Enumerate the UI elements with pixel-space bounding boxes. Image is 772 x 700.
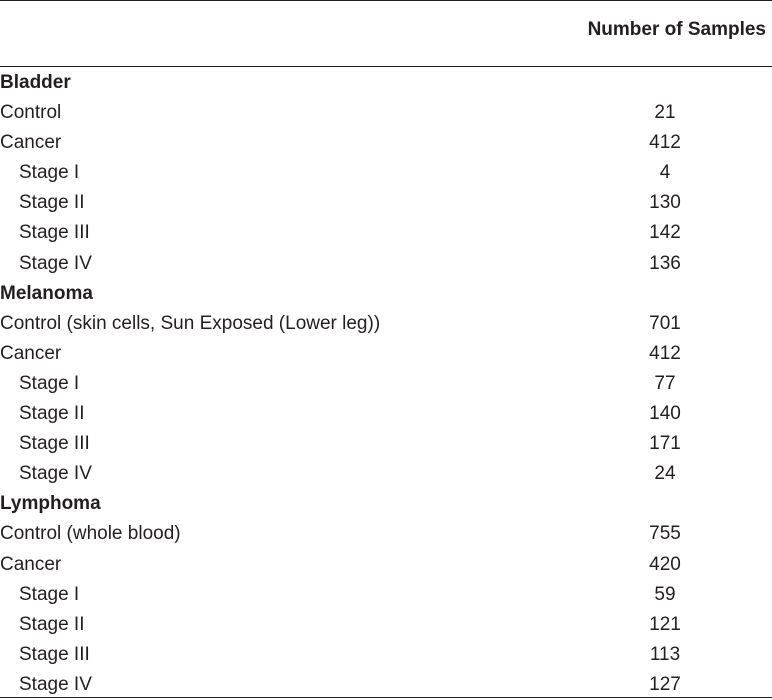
table-row <box>0 309 772 339</box>
table-row <box>0 640 772 670</box>
row-value: 77 <box>654 372 676 394</box>
row-value: 127 <box>649 673 681 695</box>
table-header <box>0 0 772 66</box>
group-row-lymphoma <box>0 489 772 519</box>
row-value: 113 <box>649 643 681 665</box>
row-value: 136 <box>649 252 681 274</box>
group-row-bladder <box>0 68 772 98</box>
row-value: 121 <box>649 613 681 635</box>
row-value: 130 <box>649 192 681 214</box>
row-label: Cancer <box>0 553 62 575</box>
table-row <box>0 610 772 640</box>
table-row <box>0 580 772 610</box>
row-label: Control (skin cells, Sun Exposed (Lower leg)) <box>0 312 381 334</box>
row-value: 701 <box>649 312 681 334</box>
row-label: Stage I <box>19 583 80 605</box>
group-label: Bladder <box>0 72 71 93</box>
row-label: Stage IV <box>19 673 92 695</box>
row-value: 412 <box>649 342 681 364</box>
header-rule <box>0 66 772 67</box>
table-row <box>0 249 772 279</box>
table-row <box>0 459 772 489</box>
header-number-of-samples: Number of Samples <box>587 19 766 40</box>
row-value: 59 <box>654 583 676 605</box>
row-label: Stage I <box>19 372 80 394</box>
table-row <box>0 188 772 218</box>
table-body <box>0 68 772 700</box>
table-row <box>0 98 772 128</box>
table-row <box>0 399 772 429</box>
row-value: 412 <box>649 132 681 154</box>
row-label: Cancer <box>0 342 62 364</box>
row-label: Stage IV <box>19 252 92 274</box>
row-value: 755 <box>649 523 681 545</box>
row-value: 171 <box>649 433 681 455</box>
group-label: Melanoma <box>0 282 93 304</box>
table-row <box>0 158 772 188</box>
table-row <box>0 519 772 549</box>
table-row <box>0 429 772 459</box>
row-label: Control (whole blood) <box>0 523 181 545</box>
row-label: Stage III <box>19 222 90 244</box>
row-label: Stage II <box>19 613 85 635</box>
row-value: 420 <box>649 553 681 575</box>
row-label: Stage II <box>19 403 85 425</box>
row-label: Stage I <box>19 162 80 184</box>
row-label: Stage III <box>19 433 90 455</box>
row-value: 142 <box>649 222 681 244</box>
table-row <box>0 128 772 158</box>
group-label: Lymphoma <box>0 493 101 515</box>
group-row-melanoma <box>0 279 772 309</box>
table-row <box>0 218 772 248</box>
row-value: 21 <box>654 102 676 124</box>
row-value: 4 <box>659 162 671 184</box>
table-row <box>0 550 772 580</box>
row-label: Stage II <box>19 192 85 214</box>
row-value: 140 <box>649 403 681 425</box>
table-row <box>0 339 772 369</box>
row-label: Control <box>0 102 62 124</box>
row-label: Stage III <box>19 643 90 665</box>
row-label: Cancer <box>0 132 62 154</box>
table-row <box>0 369 772 399</box>
table-row <box>0 670 772 700</box>
row-value: 24 <box>654 463 676 485</box>
row-label: Stage IV <box>19 463 92 485</box>
